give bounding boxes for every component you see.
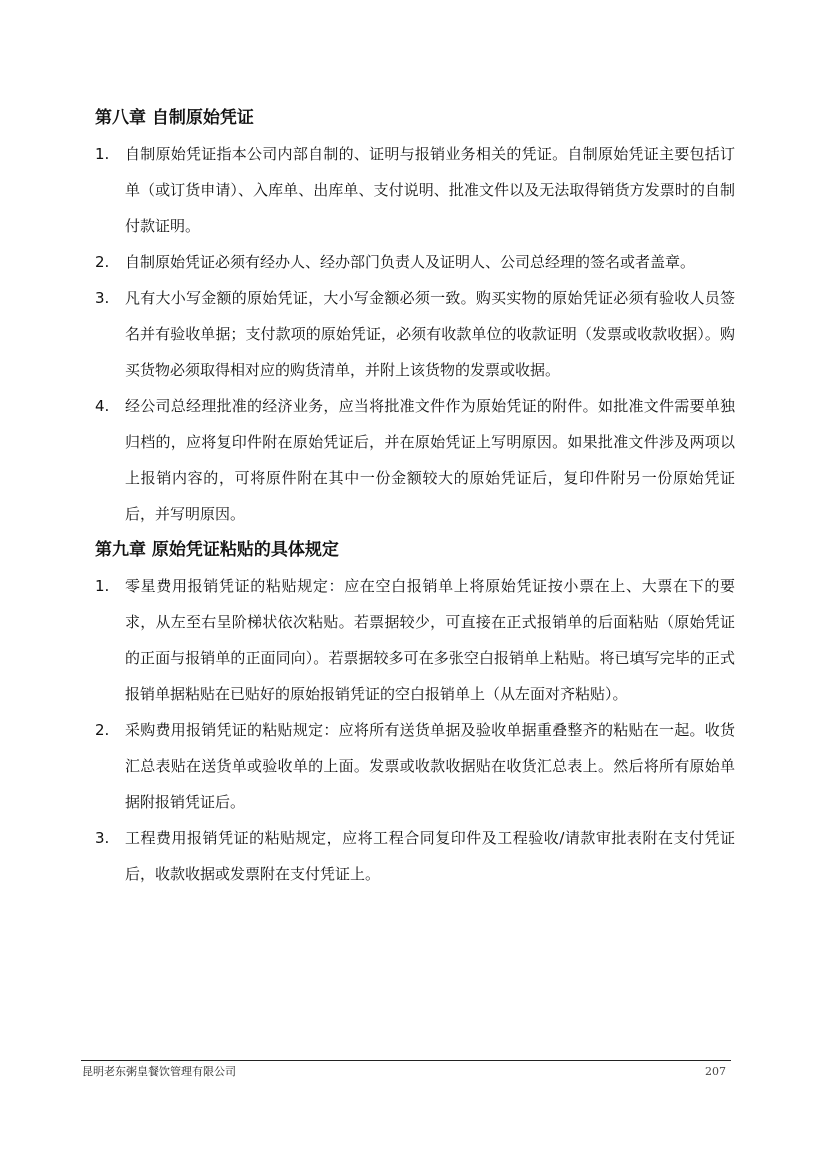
item-text: 凡有大小写金额的原始凭证，大小写金额必须一致。购买实物的原始凭证必须有验收人员签名并有验收单据；支付款项的原始凭证，必须有收款单位的收款证明（发票或收款收据）。购买货物必须取得相对应的购货清单，并附上该货物的发票或收据。 xyxy=(125,289,735,379)
list-item xyxy=(95,388,735,532)
item-number: 3. xyxy=(95,289,110,307)
item-number: 1. xyxy=(95,145,110,163)
item-text: 自制原始凭证指本公司内部自制的、证明与报销业务相关的凭证。自制原始凭证主要包括订单（或订货申请）、入库单、出库单、支付说明、批准文件以及无法取得销货方发票时的自制付款证明。 xyxy=(125,145,735,235)
item-number: 1. xyxy=(95,577,110,595)
item-text: 自制原始凭证必须有经办人、经办部门负责人及证明人、公司总经理的签名或者盖章。 xyxy=(125,253,696,271)
item-number: 2. xyxy=(95,253,110,271)
list-item xyxy=(95,568,735,712)
item-text: 经公司总经理批准的经济业务，应当将批准文件作为原始凭证的附件。如批准文件需要单独归档的，应将复印件附在原始凭证后，并在原始凭证上写明原因。如果批准文件涉及两项以上报销内容的，可将原件附在其中一份金额较大的原始凭证后，复印件附另一份原始凭证后，并写明原因。 xyxy=(125,397,735,523)
page-content xyxy=(95,100,735,892)
list-item xyxy=(95,136,735,244)
list-item xyxy=(95,820,735,892)
item-number: 2. xyxy=(95,721,110,739)
chapter-9-list xyxy=(95,568,735,892)
footer-company-name: 昆明老东粥皇餐饮管理有限公司 xyxy=(82,1065,236,1078)
item-text: 采购费用报销凭证的粘贴规定：应将所有送货单据及验收单据重叠整齐的粘贴在一起。收货汇总表贴在送货单或验收单的上面。发票或收款收据贴在收货汇总表上。然后将所有原始单据附报销凭证后。 xyxy=(125,721,735,811)
chapter-8-title: 第八章 自制原始凭证 xyxy=(95,108,254,128)
footer-divider xyxy=(81,1060,731,1061)
item-number: 4. xyxy=(95,397,110,415)
list-item xyxy=(95,244,735,280)
list-item xyxy=(95,712,735,820)
chapter-9-title: 第九章 原始凭证粘贴的具体规定 xyxy=(95,540,339,560)
chapter-8-list xyxy=(95,136,735,532)
item-number: 3. xyxy=(95,829,110,847)
page-number: 207 xyxy=(705,1065,726,1078)
list-item xyxy=(95,280,735,388)
item-text: 工程费用报销凭证的粘贴规定，应将工程合同复印件及工程验收/请款审批表附在支付凭证后，收款收据或发票附在支付凭证上。 xyxy=(125,829,735,883)
item-text: 零星费用报销凭证的粘贴规定：应在空白报销单上将原始凭证按小票在上、大票在下的要求，从左至右呈阶梯状依次粘贴。若票据较少，可直接在正式报销单的后面粘贴（原始凭证的正面与报销单的正面同向）。若票据较多可在多张空白报销单上粘贴。将已填写完毕的正式报销单据粘贴在已贴好的原始报销凭证的空白报销单上（从左面对齐粘贴）。 xyxy=(125,577,735,703)
